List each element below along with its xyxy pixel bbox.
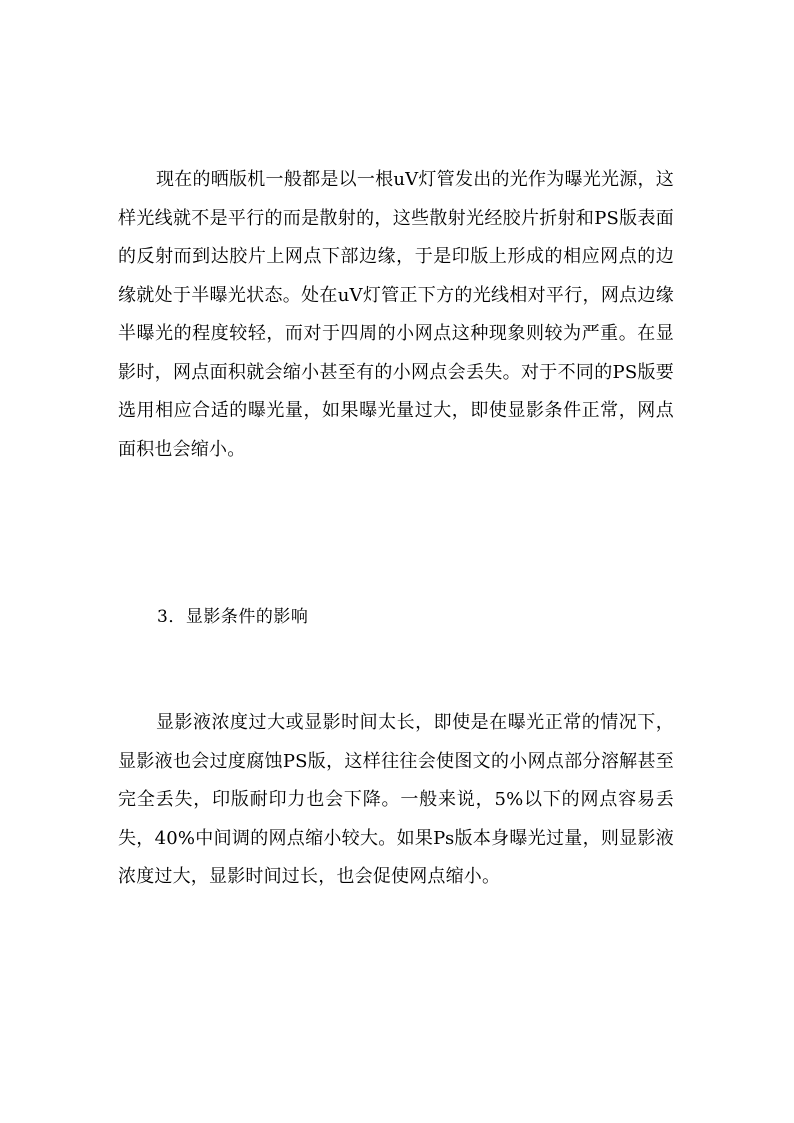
body-paragraph-exposure: 现在的晒版机一般都是以一根uV灯管发出的光作为曝光光源，这样光线就不是平行的而是散射的，这些散射光经胶片折射和PS版表面的反射而到达胶片上网点下部边缘，于是印版上形成的相应网点的边缘就处于半曝光状态。处在uV灯管正下方的光线相对平行，网点边缘半曝光的程度较轻，而对于四周的小网点这种现象则较为严重。在显影时，网点面积就会缩小甚至有的小网点会丢失。对于不同的PS版要选用相应合适的曝光量，如果曝光量过大，即使显影条件正常，网点面积也会缩小。 [118, 169, 674, 460]
section-heading-development-conditions: 3．显影条件的影响 [157, 607, 309, 627]
body-paragraph-development: 显影液浓度过大或显影时间太长，即使是在曝光正常的情况下，显影液也会过度腐蚀PS版，这样往往会使图文的小网点部分溶解甚至完全丢失，印版耐印力也会下降。一般来说，5%以下的网点容易丢失，40%中间调的网点缩小较大。如果Ps版本身曝光过量，则显影液浓度过大，显影时间过长，也会促使网点缩小。 [118, 712, 674, 887]
